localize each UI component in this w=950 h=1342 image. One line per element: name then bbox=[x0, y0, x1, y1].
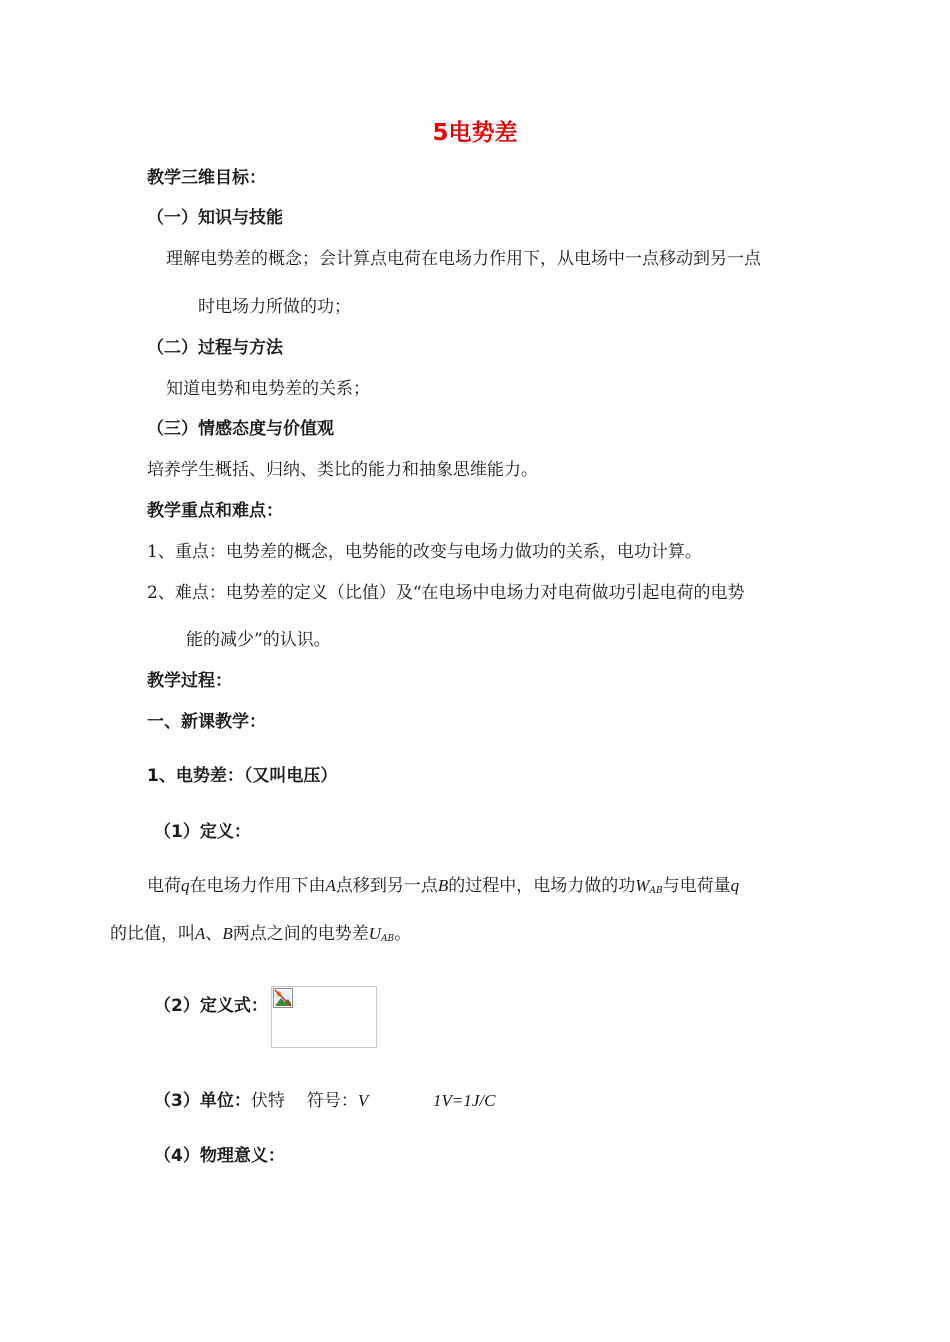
process-method-text: 知道电势和电势差的关系； bbox=[166, 379, 370, 399]
knowledge-text-1: 理解电势差的概念；会计算点电荷在电场力作用下，从电场中一点移动到另一点 bbox=[166, 249, 761, 269]
unit-line: （3）单位：伏特 符号：V bbox=[154, 1091, 369, 1111]
definition-text-2: 的比值，叫A、B两点之间的电势差$U_{AB}$。 bbox=[110, 924, 412, 944]
physical-meaning-heading: （4）物理意义： bbox=[154, 1146, 285, 1166]
key-point-1: 1、重点：电势差的概念，电势能的改变与电场力做功的关系，电功计算。 bbox=[147, 542, 702, 562]
knowledge-heading: （一）知识与技能 bbox=[147, 208, 283, 228]
teaching-process-heading: 教学过程： bbox=[147, 671, 232, 691]
broken-image-icon bbox=[273, 988, 293, 1008]
subsection-potential-difference: 1、电势差：（又叫电压） bbox=[147, 766, 338, 786]
page-title: 5电势差 bbox=[432, 120, 518, 146]
emotion-text: 培养学生概括、归纳、类比的能力和抽象思维能力。 bbox=[147, 460, 538, 480]
section-new-lesson: 一、新课教学： bbox=[147, 712, 266, 732]
definition-text-1: 电荷q在电场力作用下由A点移到另一点B的过程中，电场力做的功$W_{AB}$与电荷量q bbox=[147, 876, 740, 896]
key-point-2b: 能的减少”的认识。 bbox=[186, 630, 331, 650]
formula-image-placeholder bbox=[271, 986, 377, 1048]
definition-heading: （1）定义： bbox=[154, 822, 251, 842]
key-points-heading: 教学重点和难点： bbox=[147, 501, 283, 521]
formula-heading: （2）定义式： bbox=[154, 996, 268, 1016]
emotion-heading: （三）情感态度与价值观 bbox=[147, 419, 334, 439]
objectives-heading: 教学三维目标： bbox=[147, 168, 266, 188]
knowledge-text-2: 时电场力所做的功； bbox=[198, 297, 351, 317]
process-method-heading: （二）过程与方法 bbox=[147, 338, 283, 358]
key-point-2a: 2、难点：电势差的定义（比值）及“在电场中电场力对电荷做功引起电荷的电势 bbox=[147, 583, 745, 603]
unit-equation: 1V=1J/C bbox=[433, 1091, 496, 1110]
